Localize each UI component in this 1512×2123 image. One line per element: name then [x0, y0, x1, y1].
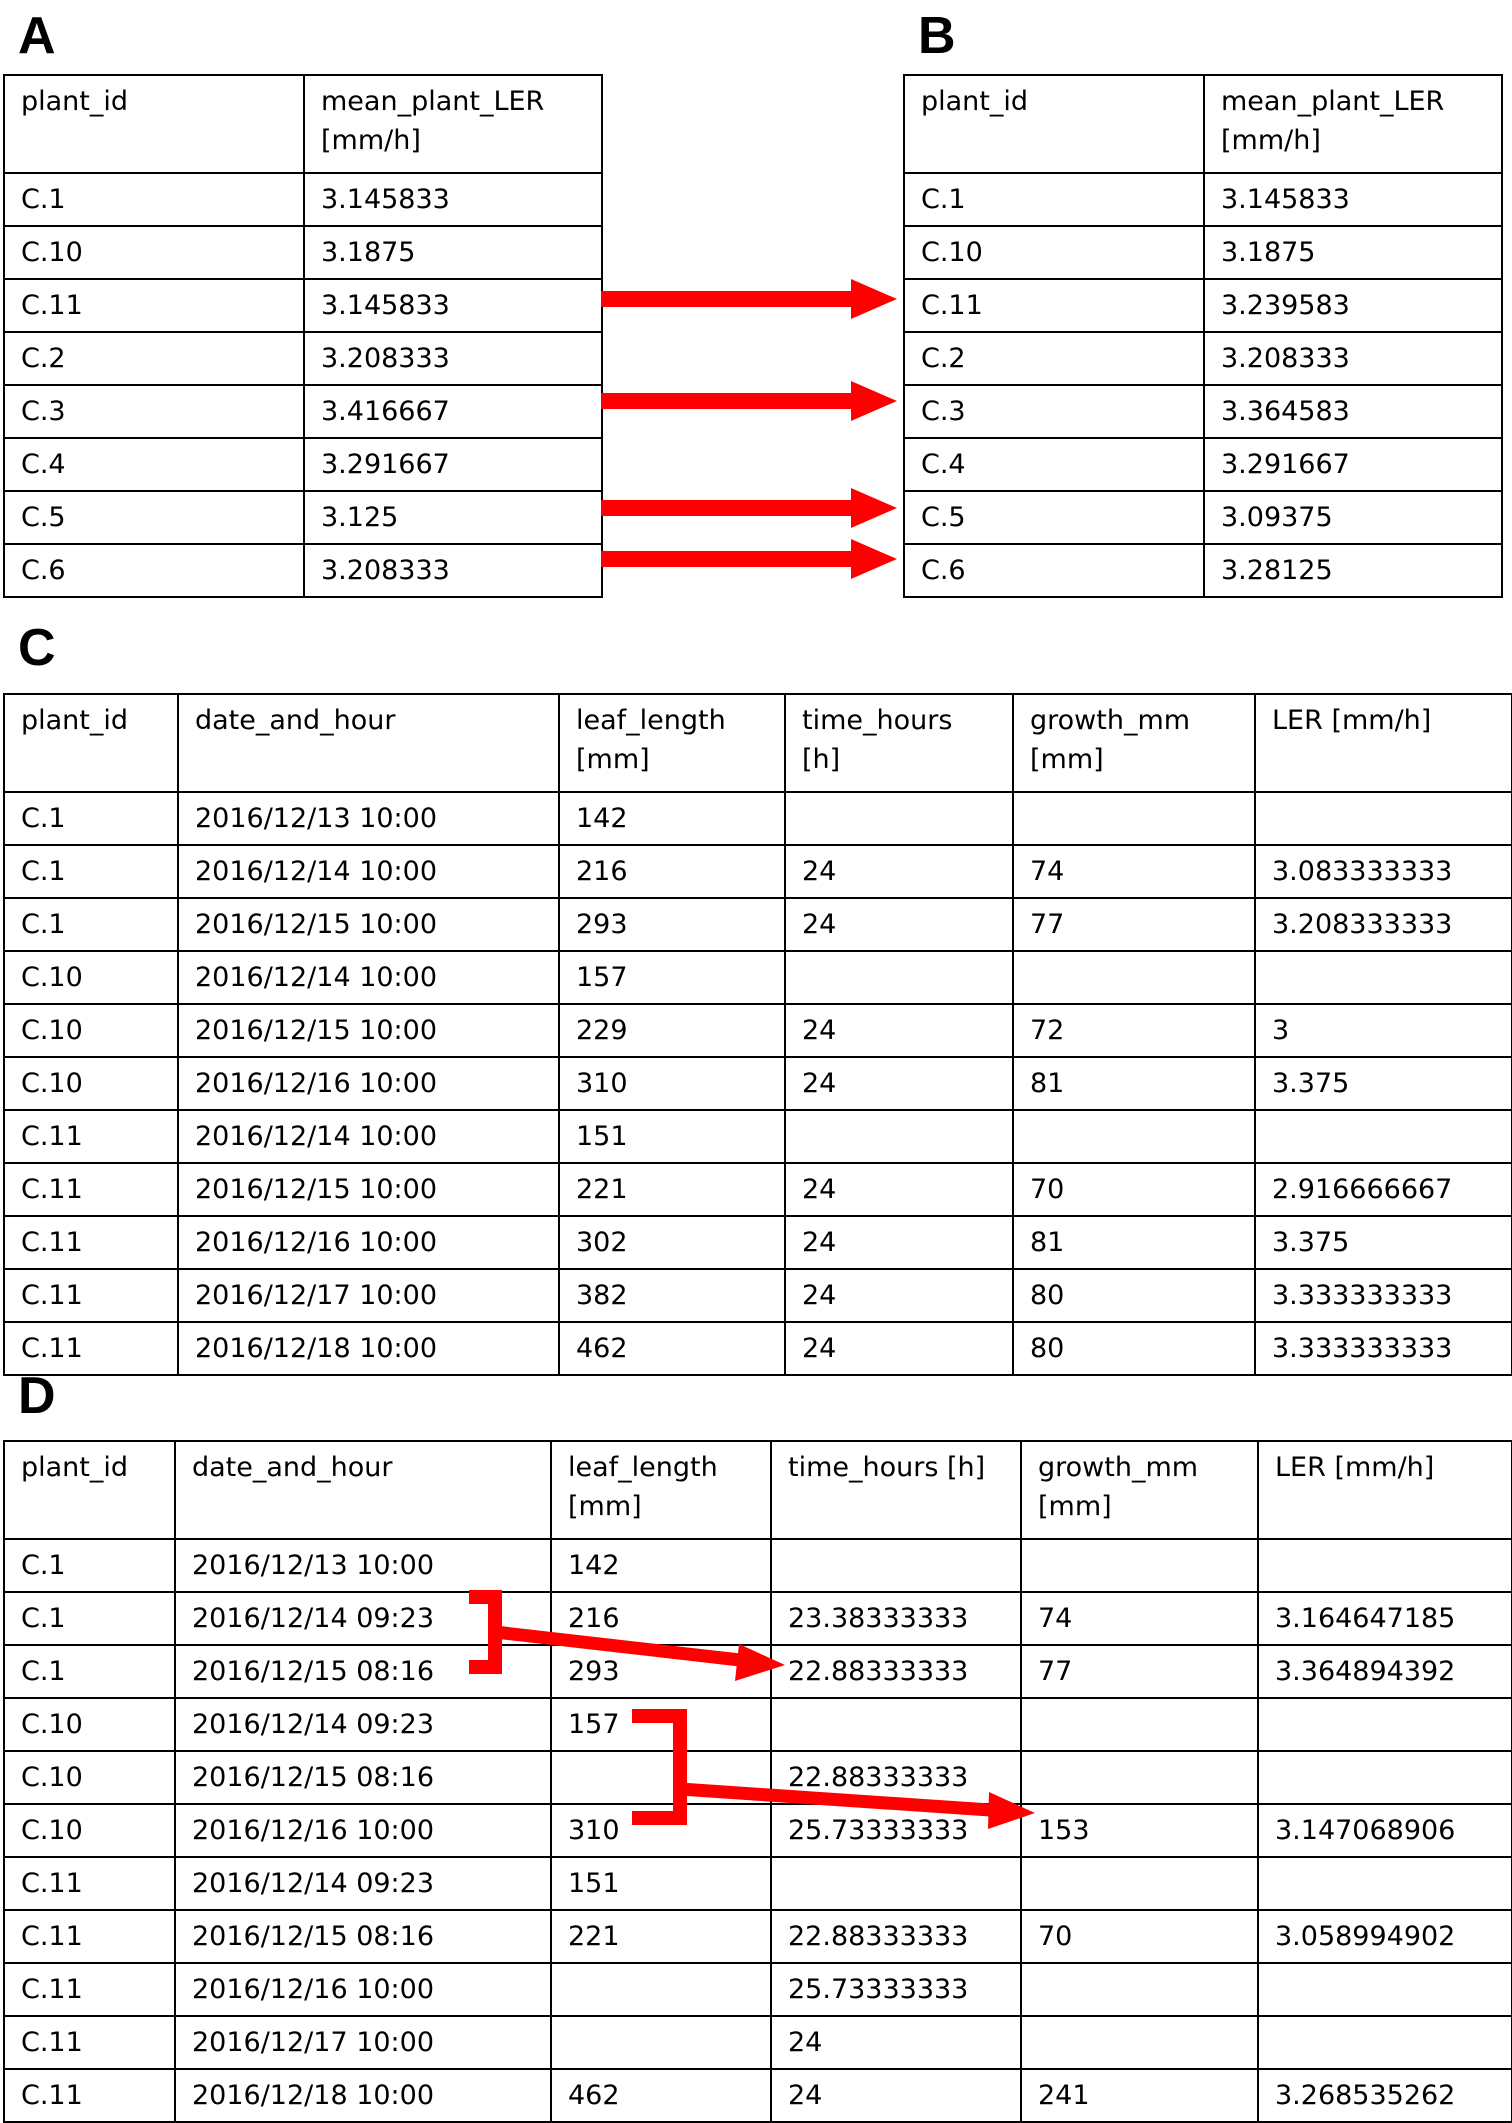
table-cell: 3.208333333: [1255, 898, 1512, 951]
table-cell: 153: [1021, 1804, 1258, 1857]
table-cell: 3.208333: [304, 544, 602, 597]
table-row: [4, 1592, 1512, 1645]
panel-label-a: A: [18, 7, 56, 65]
table-row: [4, 173, 602, 226]
table-cell: 3.291667: [1204, 438, 1502, 491]
table-row: [4, 1857, 1512, 1910]
table-cell: 3.145833: [1204, 173, 1502, 226]
table-cell: [785, 1110, 1013, 1163]
table-cell: 3.125: [304, 491, 602, 544]
arrow-c6-right-icon: [601, 539, 897, 579]
table-cell: [1255, 1110, 1512, 1163]
table-cell: 77: [1021, 1645, 1258, 1698]
column-header: growth_mm [mm]: [1013, 694, 1255, 792]
table-cell: 70: [1021, 1910, 1258, 1963]
table-row: [4, 1004, 1512, 1057]
table-row: [904, 491, 1502, 544]
table-cell: 3: [1255, 1004, 1512, 1057]
table-cell: C.2: [904, 332, 1204, 385]
table-cell: 3.145833: [304, 173, 602, 226]
table-cell: 2.916666667: [1255, 1163, 1512, 1216]
table-cell: 2016/12/15 10:00: [178, 1004, 559, 1057]
table-cell: 3.375: [1255, 1216, 1512, 1269]
table-row: [4, 1269, 1512, 1322]
table-cell: 3.058994902: [1258, 1910, 1512, 1963]
table-cell: C.1: [4, 1592, 175, 1645]
table-row: [904, 226, 1502, 279]
table-cell: [1021, 2016, 1258, 2069]
table-row: [4, 385, 602, 438]
table-row: [4, 1645, 1512, 1698]
table-row: [4, 1963, 1512, 2016]
table-cell: 74: [1013, 845, 1255, 898]
table-cell: 24: [785, 1004, 1013, 1057]
table-cell: 2016/12/15 08:16: [175, 1910, 551, 1963]
table-cell: 221: [559, 1163, 785, 1216]
table-cell: 24: [785, 1216, 1013, 1269]
table-cell: C.11: [4, 1216, 178, 1269]
table-cell: C.11: [4, 1857, 175, 1910]
table-cell: 216: [551, 1592, 771, 1645]
table-cell: C.1: [4, 898, 178, 951]
table-cell: [1013, 1110, 1255, 1163]
table-cell: C.10: [4, 951, 178, 1004]
table-cell: 229: [559, 1004, 785, 1057]
table-cell: C.10: [4, 1804, 175, 1857]
table-cell: C.1: [4, 1539, 175, 1592]
table-row: [4, 2069, 1512, 2122]
table-cell: 24: [785, 1057, 1013, 1110]
table-cell: C.3: [4, 385, 304, 438]
table-row: [4, 1910, 1512, 1963]
table-cell: C.3: [904, 385, 1204, 438]
table-b-corrected-means: [903, 74, 1503, 598]
table-row: [4, 1698, 1512, 1751]
table-row: [4, 1539, 1512, 1592]
table-cell: [771, 1857, 1021, 1910]
table-cell: C.11: [4, 2069, 175, 2122]
column-header: date_and_hour: [175, 1441, 551, 1539]
column-header: time_hours [h]: [785, 694, 1013, 792]
table-cell: 3.239583: [1204, 279, 1502, 332]
table-cell: 3.1875: [1204, 226, 1502, 279]
table-cell: 74: [1021, 1592, 1258, 1645]
table-cell: 310: [559, 1057, 785, 1110]
table-cell: 24: [771, 2016, 1021, 2069]
table-cell: 293: [559, 898, 785, 951]
table-cell: [785, 951, 1013, 1004]
panel-label-b: B: [918, 7, 956, 65]
table-row: [904, 332, 1502, 385]
table-cell: 3.083333333: [1255, 845, 1512, 898]
table-a-original-means: [3, 74, 603, 598]
column-header: time_hours [h]: [771, 1441, 1021, 1539]
table-cell: 2016/12/17 10:00: [178, 1269, 559, 1322]
table-cell: 293: [551, 1645, 771, 1698]
table-cell: 81: [1013, 1216, 1255, 1269]
table-cell: 2016/12/18 10:00: [178, 1322, 559, 1375]
column-header: mean_plant_LER [mm/h]: [304, 75, 602, 173]
table-row: [4, 544, 602, 597]
table-cell: C.11: [4, 1322, 178, 1375]
table-cell: [1021, 1963, 1258, 2016]
table-cell: 81: [1013, 1057, 1255, 1110]
table-cell: C.5: [904, 491, 1204, 544]
column-header: plant_id: [4, 694, 178, 792]
table-cell: 2016/12/18 10:00: [175, 2069, 551, 2122]
table-cell: [1258, 1698, 1512, 1751]
table-cell: 3.164647185: [1258, 1592, 1512, 1645]
table-cell: C.1: [904, 173, 1204, 226]
table-cell: C.1: [4, 1645, 175, 1698]
column-header: LER [mm/h]: [1258, 1441, 1512, 1539]
table-cell: 151: [559, 1110, 785, 1163]
column-header: leaf_length [mm]: [551, 1441, 771, 1539]
table-cell: 462: [559, 1322, 785, 1375]
table-cell: 25.73333333: [771, 1804, 1021, 1857]
table-cell: C.11: [4, 1163, 178, 1216]
table-row: [4, 792, 1512, 845]
table-row: [4, 1057, 1512, 1110]
table-cell: 302: [559, 1216, 785, 1269]
table-cell: [1021, 1539, 1258, 1592]
table-cell: 310: [551, 1804, 771, 1857]
table-cell: 2016/12/14 09:23: [175, 1698, 551, 1751]
table-row: [4, 845, 1512, 898]
table-cell: 2016/12/13 10:00: [175, 1539, 551, 1592]
table-cell: 3.147068906: [1258, 1804, 1512, 1857]
table-cell: [771, 1539, 1021, 1592]
table-cell: 80: [1013, 1322, 1255, 1375]
column-header: plant_id: [4, 1441, 175, 1539]
table-row: [4, 279, 602, 332]
table-cell: C.11: [4, 2016, 175, 2069]
table-cell: 3.145833: [304, 279, 602, 332]
table-cell: C.10: [904, 226, 1204, 279]
table-cell: C.5: [4, 491, 304, 544]
table-cell: 2016/12/14 10:00: [178, 1110, 559, 1163]
table-cell: [1258, 1857, 1512, 1910]
table-cell: C.11: [4, 1110, 178, 1163]
table-cell: [1021, 1857, 1258, 1910]
table-cell: 241: [1021, 2069, 1258, 2122]
table-cell: [1258, 1751, 1512, 1804]
table-cell: 2016/12/14 09:23: [175, 1857, 551, 1910]
table-cell: C.4: [904, 438, 1204, 491]
column-header: plant_id: [4, 75, 304, 173]
table-cell: 3.333333333: [1255, 1322, 1512, 1375]
table-cell: 3.28125: [1204, 544, 1502, 597]
table-header-row: [4, 75, 602, 173]
table-header-row: [904, 75, 1502, 173]
table-cell: C.1: [4, 792, 178, 845]
table-cell: [1021, 1698, 1258, 1751]
table-cell: 2016/12/15 10:00: [178, 898, 559, 951]
table-cell: 24: [785, 1322, 1013, 1375]
table-row: [4, 1322, 1512, 1375]
table-row: [904, 279, 1502, 332]
table-cell: 157: [551, 1698, 771, 1751]
table-cell: C.10: [4, 1057, 178, 1110]
column-header: leaf_length [mm]: [559, 694, 785, 792]
arrow-c3-right-icon: [601, 381, 897, 421]
arrow-c5-right-icon: [601, 488, 897, 528]
table-cell: [1255, 951, 1512, 1004]
table-cell: 2016/12/16 10:00: [175, 1804, 551, 1857]
column-header: LER [mm/h]: [1255, 694, 1512, 792]
table-row: [4, 226, 602, 279]
table-cell: [771, 1698, 1021, 1751]
table-row: [4, 1110, 1512, 1163]
table-cell: [551, 1751, 771, 1804]
table-cell: [1255, 792, 1512, 845]
table-cell: 2016/12/16 10:00: [175, 1963, 551, 2016]
table-header-row: [4, 1441, 1512, 1539]
table-row: [4, 438, 602, 491]
table-cell: C.1: [4, 845, 178, 898]
panel-label-d: D: [18, 1367, 56, 1425]
table-cell: 24: [771, 2069, 1021, 2122]
table-cell: 3.09375: [1204, 491, 1502, 544]
table-cell: C.11: [4, 1269, 178, 1322]
table-cell: C.1: [4, 173, 304, 226]
table-cell: 24: [785, 1269, 1013, 1322]
table-cell: C.10: [4, 1751, 175, 1804]
table-row: [4, 951, 1512, 1004]
column-header: date_and_hour: [178, 694, 559, 792]
table-cell: 2016/12/14 10:00: [178, 951, 559, 1004]
table-cell: 2016/12/14 09:23: [175, 1592, 551, 1645]
table-cell: 2016/12/17 10:00: [175, 2016, 551, 2069]
table-cell: C.4: [4, 438, 304, 491]
table-c-original-measurements: [3, 693, 1512, 1376]
table-cell: 2016/12/15 08:16: [175, 1751, 551, 1804]
table-cell: 382: [559, 1269, 785, 1322]
table-cell: C.10: [4, 1698, 175, 1751]
arrow-c11-right-icon: [601, 279, 897, 319]
table-cell: 221: [551, 1910, 771, 1963]
table-cell: 3.333333333: [1255, 1269, 1512, 1322]
table-cell: [551, 2016, 771, 2069]
table-row: [4, 332, 602, 385]
table-cell: 462: [551, 2069, 771, 2122]
table-cell: 3.416667: [304, 385, 602, 438]
table-cell: 24: [785, 1163, 1013, 1216]
table-cell: 2016/12/16 10:00: [178, 1057, 559, 1110]
table-cell: 216: [559, 845, 785, 898]
table-cell: 2016/12/15 10:00: [178, 1163, 559, 1216]
table-cell: [1013, 792, 1255, 845]
table-row: [4, 1216, 1512, 1269]
table-cell: 24: [785, 898, 1013, 951]
table-cell: 3.208333: [304, 332, 602, 385]
table-cell: [785, 792, 1013, 845]
table-cell: C.6: [4, 544, 304, 597]
table-row: [904, 173, 1502, 226]
table-cell: 23.38333333: [771, 1592, 1021, 1645]
table-cell: 70: [1013, 1163, 1255, 1216]
table-cell: C.11: [904, 279, 1204, 332]
table-cell: 80: [1013, 1269, 1255, 1322]
table-cell: 142: [559, 792, 785, 845]
table-row: [4, 1804, 1512, 1857]
table-cell: 72: [1013, 1004, 1255, 1057]
table-row: [4, 2016, 1512, 2069]
table-cell: 25.73333333: [771, 1963, 1021, 2016]
table-row: [4, 1751, 1512, 1804]
table-cell: 2016/12/15 08:16: [175, 1645, 551, 1698]
table-cell: 3.268535262: [1258, 2069, 1512, 2122]
column-header: mean_plant_LER [mm/h]: [1204, 75, 1502, 173]
table-row: [4, 898, 1512, 951]
table-cell: [551, 1963, 771, 2016]
column-header: plant_id: [904, 75, 1204, 173]
table-cell: 3.364894392: [1258, 1645, 1512, 1698]
table-cell: [1013, 951, 1255, 1004]
table-cell: 142: [551, 1539, 771, 1592]
table-d-corrected-measurements: [3, 1440, 1512, 2123]
table-cell: 2016/12/14 10:00: [178, 845, 559, 898]
table-cell: C.11: [4, 1910, 175, 1963]
table-cell: C.11: [4, 1963, 175, 2016]
table-cell: 22.88333333: [771, 1645, 1021, 1698]
table-row: [4, 491, 602, 544]
table-cell: 77: [1013, 898, 1255, 951]
table-cell: [1258, 1963, 1512, 2016]
table-cell: [1021, 1751, 1258, 1804]
table-row: [904, 385, 1502, 438]
table-cell: 3.364583: [1204, 385, 1502, 438]
table-cell: 24: [785, 845, 1013, 898]
table-cell: 22.88333333: [771, 1751, 1021, 1804]
table-cell: 3.375: [1255, 1057, 1512, 1110]
table-cell: 3.208333: [1204, 332, 1502, 385]
table-cell: 3.291667: [304, 438, 602, 491]
table-cell: [1258, 1539, 1512, 1592]
table-cell: C.10: [4, 1004, 178, 1057]
table-cell: 3.1875: [304, 226, 602, 279]
table-cell: C.10: [4, 226, 304, 279]
table-cell: C.2: [4, 332, 304, 385]
table-cell: 151: [551, 1857, 771, 1910]
table-row: [904, 438, 1502, 491]
table-cell: C.11: [4, 279, 304, 332]
table-cell: C.6: [904, 544, 1204, 597]
column-header: growth_mm [mm]: [1021, 1441, 1258, 1539]
table-row: [904, 544, 1502, 597]
table-cell: [1258, 2016, 1512, 2069]
table-cell: 157: [559, 951, 785, 1004]
table-row: [4, 1163, 1512, 1216]
table-cell: 22.88333333: [771, 1910, 1021, 1963]
table-cell: 2016/12/16 10:00: [178, 1216, 559, 1269]
table-header-row: [4, 694, 1512, 792]
panel-label-c: C: [18, 619, 56, 677]
table-cell: 2016/12/13 10:00: [178, 792, 559, 845]
